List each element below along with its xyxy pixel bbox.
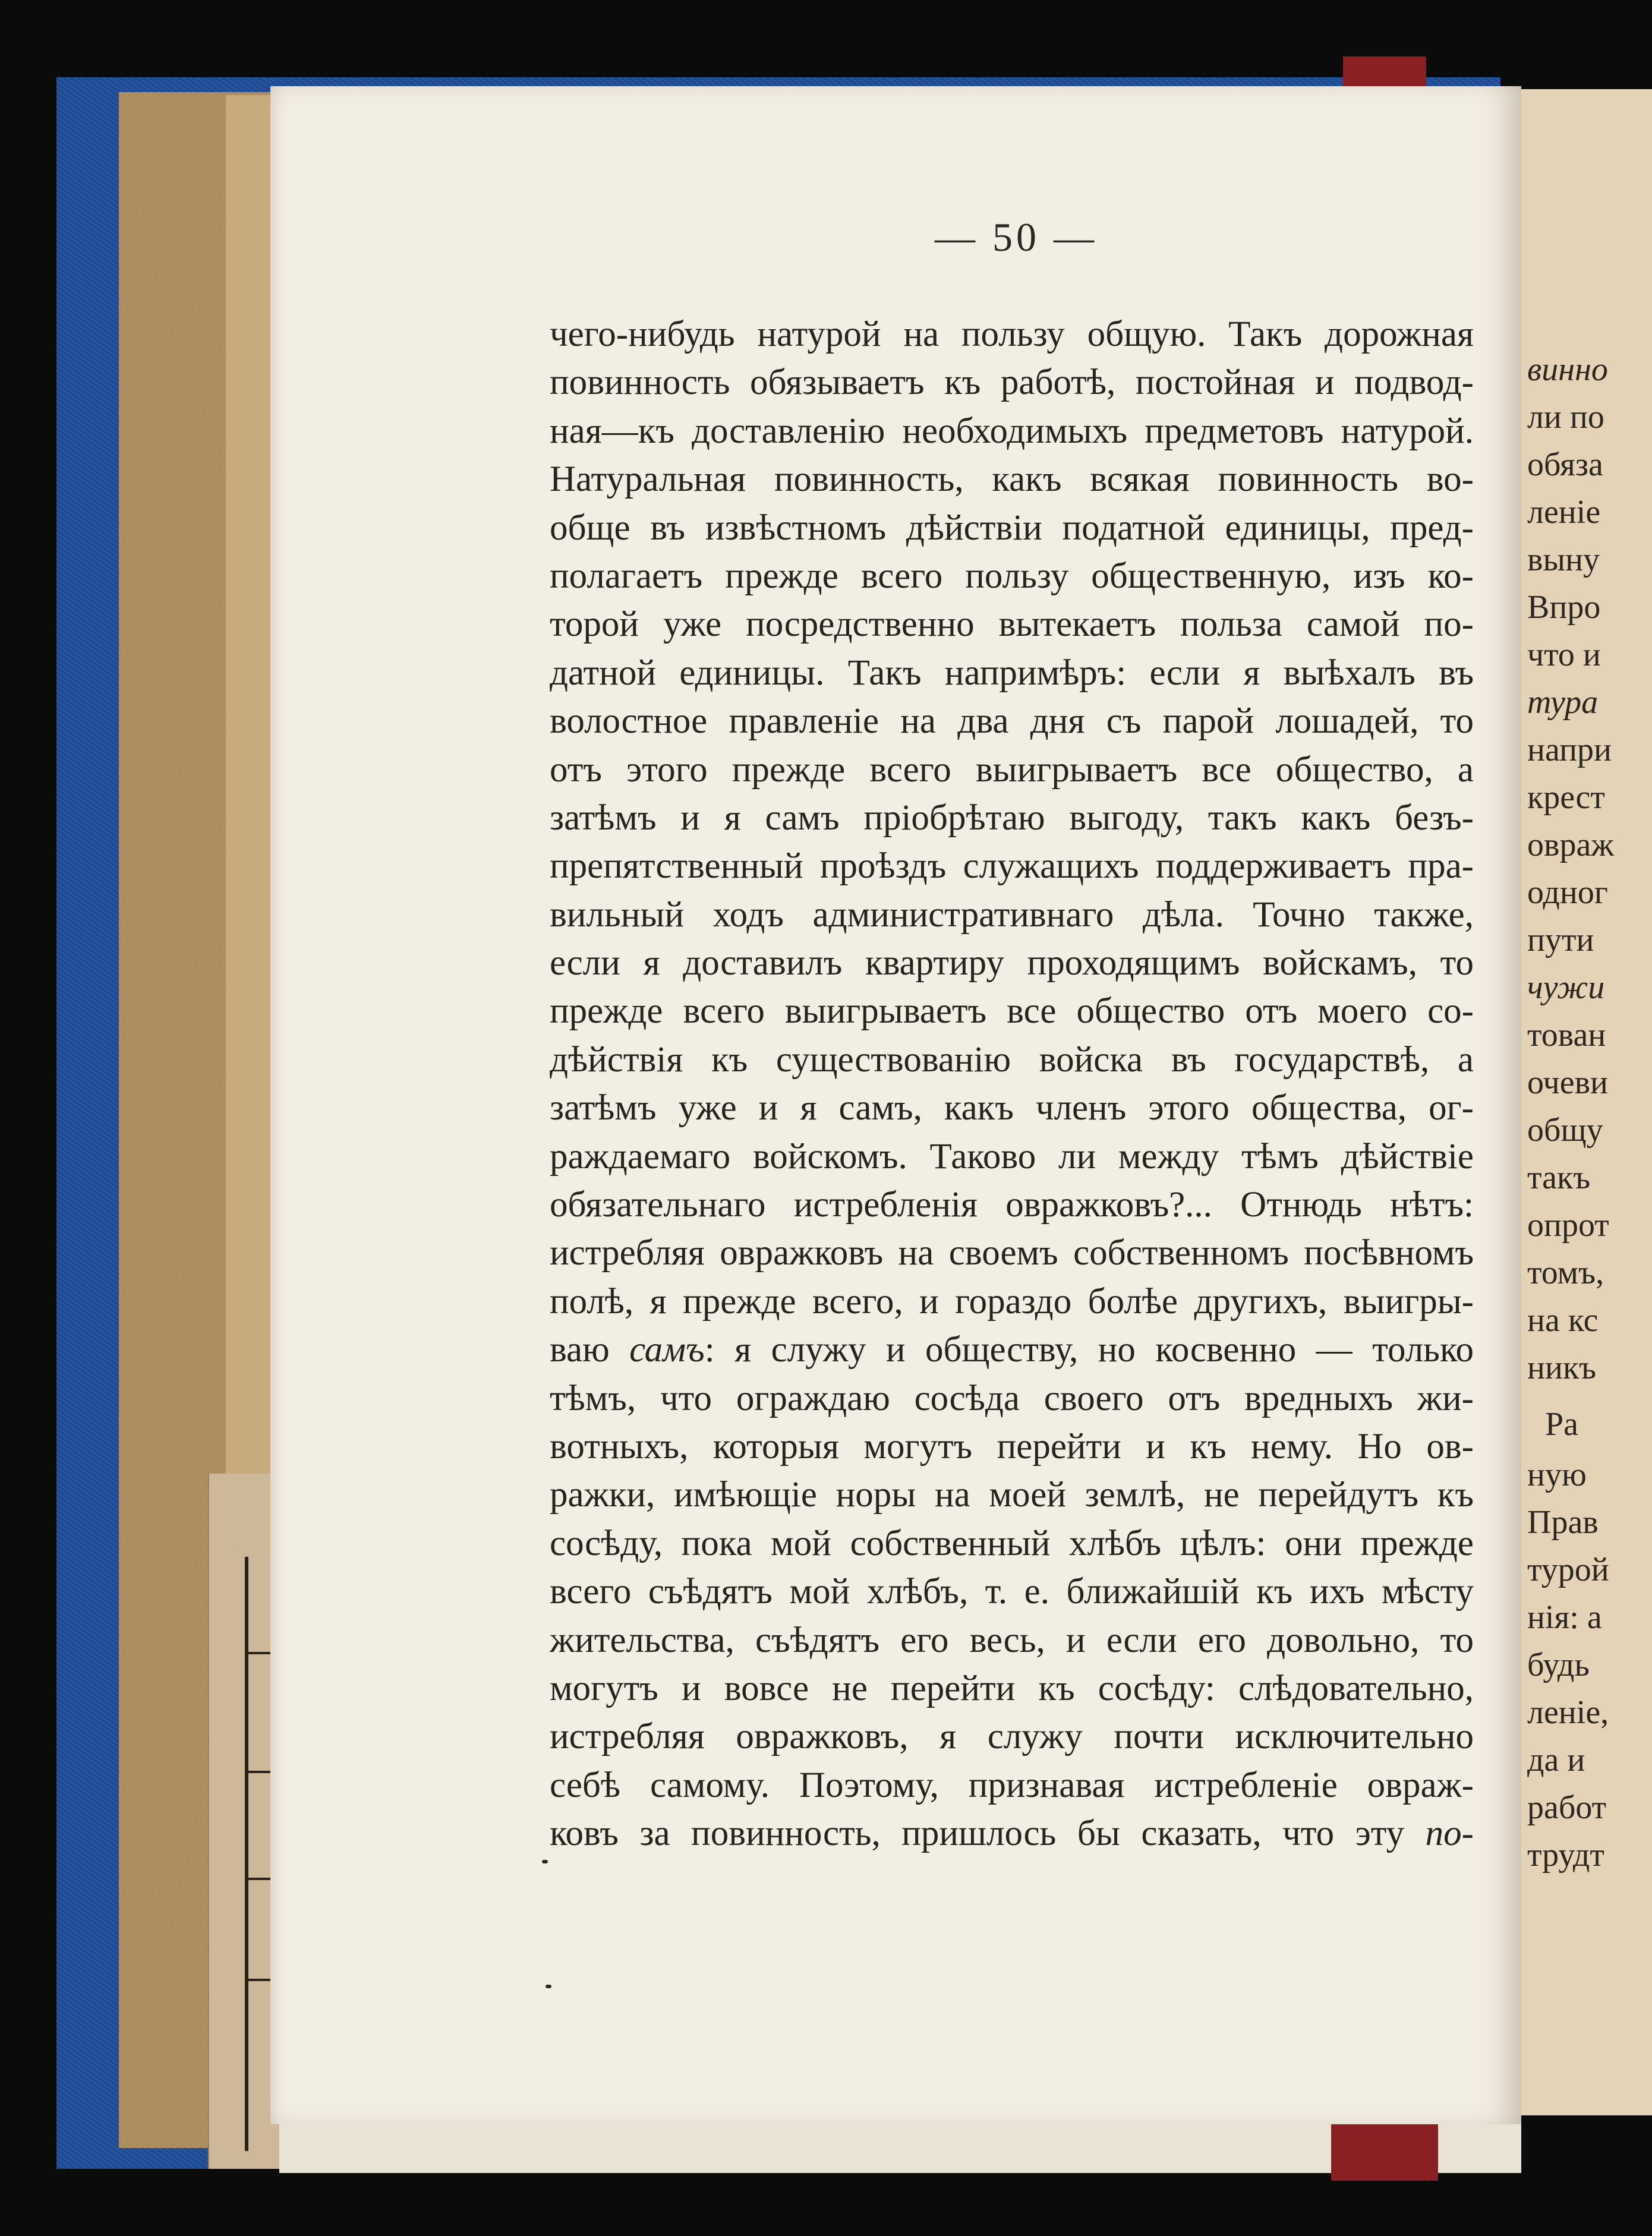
text-line: волостное правленіе на два дня съ парой лошадей, то	[550, 701, 1474, 742]
text-line: датной единицы. Такъ напримѣръ: если я выѣхалъ въ	[550, 652, 1474, 693]
facing-page-line: трудт	[1527, 1837, 1604, 1874]
ink-speck	[546, 1985, 551, 1988]
facing-page-line: чужи	[1527, 969, 1605, 1006]
facing-page-line: леніе	[1527, 494, 1601, 531]
text-line: препятственный проѣздъ служащихъ поддерживаетъ пра-	[550, 846, 1474, 887]
text-line: затѣмъ и я самъ пріобрѣтаю выгоду, такъ какъ безъ-	[550, 797, 1474, 838]
facing-page-line: ную	[1527, 1456, 1587, 1493]
facing-page-line: да и	[1527, 1742, 1585, 1778]
text-line: жительства, съѣдятъ его весь, и если его довольно, то	[550, 1620, 1474, 1660]
text-line: раждаемаго войскомъ. Таково ли между тѣмъ дѣйствіе	[550, 1136, 1474, 1177]
facing-page-line: винно	[1527, 351, 1608, 388]
facing-page-line: такъ	[1527, 1159, 1591, 1196]
facing-page	[1509, 89, 1652, 2115]
text-line	[550, 1809, 1474, 1857]
italic-segment: самъ	[629, 1330, 705, 1370]
text-line: чего-нибудь натурой на пользу общую. Такъ дорожная	[550, 314, 1474, 354]
facing-page-line: выну	[1527, 541, 1600, 578]
facing-page-line: томъ,	[1527, 1254, 1604, 1291]
facing-page-line: крест	[1527, 779, 1605, 816]
facing-page-line: пути	[1527, 922, 1594, 958]
text-line: если я доставилъ квартиру проходящимъ войскамъ, то	[550, 943, 1474, 983]
facing-page-line: Впро	[1527, 589, 1601, 626]
italic-segment: по-	[1425, 1814, 1474, 1854]
facing-page-line: леніе,	[1527, 1694, 1609, 1731]
text-line	[550, 1326, 1474, 1374]
facing-page-line: ли по	[1527, 399, 1604, 436]
text-line: полагаетъ прежде всего пользу общественную, изъ ко-	[550, 556, 1474, 596]
facing-page-line: одног	[1527, 874, 1608, 911]
text-line: истребляя овражковъ на своемъ собственномъ посѣвномъ	[550, 1233, 1474, 1273]
text-line: истребляя овражковъ, я служу почти исключительно	[550, 1717, 1474, 1757]
text-line: себѣ самому. Поэтому, признавая истребленіе овраж-	[550, 1765, 1474, 1805]
text-line: ражки, имѣющіе норы на моей землѣ, не перейдутъ къ	[550, 1475, 1474, 1515]
facing-page-line: опрот	[1527, 1207, 1609, 1244]
text-line: могутъ и вовсе не перейти къ сосѣду: слѣдовательно,	[550, 1668, 1474, 1708]
facing-page-line: что и	[1527, 636, 1601, 673]
facing-page-line: Прав	[1527, 1504, 1599, 1541]
facing-page-line: Ра	[1545, 1406, 1578, 1443]
text-line: повинность обязываетъ къ работѣ, постойная и подвод-	[550, 362, 1474, 403]
text-line: вильный ходъ административнаго дѣла. Точно также,	[550, 894, 1474, 935]
facing-page-line: никъ	[1527, 1349, 1597, 1386]
facing-page-line: напри	[1527, 731, 1612, 768]
text-line: затѣмъ уже и я самъ, какъ членъ этого общества, ог-	[550, 1088, 1474, 1128]
facing-page-line: овраж	[1527, 827, 1614, 863]
facing-page-line: на кс	[1527, 1302, 1599, 1339]
text-line: ная—къ доставленію необходимыхъ предметовъ натурой.	[550, 411, 1474, 451]
text-line: отъ этого прежде всего выигрываетъ все общество, а	[550, 749, 1474, 790]
facing-page-line: тура	[1527, 684, 1599, 721]
text-line: всего съѣдятъ мой хлѣбъ, т. е. ближайшій къ ихъ мѣсту	[550, 1572, 1474, 1612]
text-line: вотныхъ, которыя могутъ перейти и къ нему. Но ов-	[550, 1426, 1474, 1467]
text-line: торой уже посредственно вытекаетъ польза самой по-	[550, 604, 1474, 645]
facing-page-line: общу	[1527, 1112, 1603, 1149]
ink-speck	[542, 1860, 548, 1863]
text-line: сосѣду, пока мой собственный хлѣбъ цѣлъ: они прежде	[550, 1523, 1474, 1563]
facing-page-line: будь	[1527, 1647, 1590, 1683]
page-body	[550, 310, 1474, 1858]
facing-page-line: нія: а	[1527, 1599, 1602, 1636]
facing-page-line: тован	[1527, 1017, 1606, 1054]
text-line: Натуральная повинность, какъ всякая повинность во-	[550, 459, 1474, 500]
bookmark-ribbon-bottom	[1331, 2115, 1438, 2181]
text-line: прежде всего выигрываетъ все общество отъ моего со-	[550, 991, 1474, 1032]
facing-page-line: турой	[1527, 1551, 1609, 1588]
text-segment: ваю	[550, 1330, 630, 1370]
text-line: полѣ, я прежде всего, и гораздо болѣе другихъ, выигры-	[550, 1281, 1474, 1322]
text-line: обязательнаго истребленія овражковъ?... Отнюдь нѣтъ:	[550, 1185, 1474, 1225]
facing-page-line: работ	[1527, 1789, 1607, 1826]
facing-page-line: обяза	[1527, 446, 1603, 483]
page-number: — 50 —	[935, 215, 1098, 260]
label-rule	[245, 1557, 248, 2151]
text-line: дѣйствія къ существованію войска въ государствѣ, а	[550, 1039, 1474, 1080]
facing-page-line: очеви	[1527, 1064, 1608, 1101]
text-line: обще въ извѣстномъ дѣйствіи податной единицы, пред-	[550, 507, 1474, 548]
text-segment: : я служу и обществу, но косвенно — только	[704, 1330, 1474, 1370]
text-segment: ковъ за повинность, пришлось бы сказать, что эту	[550, 1814, 1426, 1854]
text-line: тѣмъ, что ограждаю сосѣда своего отъ вредныхъ жи-	[550, 1378, 1474, 1418]
